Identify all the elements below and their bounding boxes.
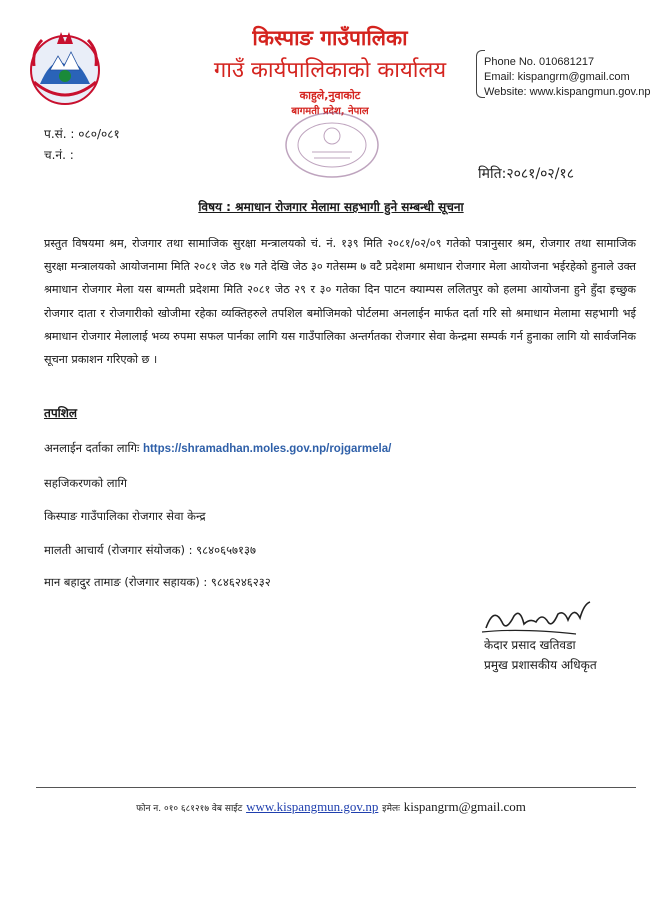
- office-name: गाउँ कार्यपालिकाको कार्यालय: [213, 58, 447, 83]
- subject-line: [0, 198, 662, 215]
- contact-website: Website: www.kispangmun.gov.np: [484, 86, 651, 98]
- facilitation-line: सहजिकरणको लागि: [44, 476, 127, 490]
- ps-line: [44, 125, 120, 142]
- footer-website-link[interactable]: www.kispangmun.gov.np: [246, 799, 379, 814]
- service-centre-line: किस्पाङ गाउँपालिका रोजगार सेवा केन्द्र: [44, 509, 206, 523]
- registration-link[interactable]: https://shramadhan.moles.gov.np/rojgarmela/: [142, 443, 392, 455]
- ps-value: ०८०/०८१: [78, 127, 120, 141]
- coordinator-contact: मालती आचार्य (रोजगार संयोजक) : ९८४०६५७१३७: [44, 543, 256, 557]
- footer-email-label: इमेलः: [382, 804, 400, 814]
- footer-phone: फोन न. ०१० ६८१२१७ वेब साईट: [136, 804, 243, 814]
- office-location: काहुले,नुवाकोट: [299, 89, 361, 102]
- ps-label: प.सं. :: [44, 127, 75, 141]
- signature-icon: [480, 598, 605, 638]
- nepal-emblem-icon: [24, 26, 106, 108]
- contact-phone: Phone No. 010681217: [484, 56, 595, 68]
- assistant-contact: मान बहादुर तामाङ (रोजगार सहायक) : ९८४६२४६२३२: [44, 575, 271, 589]
- details-heading: तपशिल: [44, 406, 78, 420]
- footer-email: kispangrm@gmail.com: [403, 799, 526, 814]
- office-stamp-icon: [282, 110, 382, 180]
- letter-date: मिति:२०८१/०२/१८: [478, 166, 574, 182]
- cn-label: च.नं. :: [44, 148, 74, 162]
- footer: [0, 799, 662, 815]
- online-registration-line: [44, 441, 391, 456]
- signatory-title: प्रमुख प्रशासकीय अधिकृत: [484, 658, 597, 672]
- office-province: बागमती प्रदेश, नेपाल: [291, 106, 369, 117]
- contact-block: [484, 55, 651, 100]
- signatory-name: केदार प्रसाद खतिवडा: [484, 638, 576, 652]
- subject-text: विषय : श्रमाधान रोजगार मेलामा सहभागी हुने सम्बन्धी सूचना: [198, 200, 464, 214]
- footer-divider: [36, 787, 636, 788]
- cn-line: [44, 146, 74, 163]
- contact-email: Email: kispangrm@gmail.com: [484, 71, 630, 83]
- body-paragraph: प्रस्तुत विषयमा श्रम, रोजगार तथा सामाजिक सुरक्षा मन्त्रालयको चं. नं. १३९ मिति २०८१/०२/०९ गतेको पत्रानुसार श्रम, रोजगार तथा सामाजिक सुरक्षा मन्त्रालयको आयोजनामा मिति २०८१ जेठ १७ गते देखि जेठ ३० गतेसम्म ७ वटै प्रदेशमा श्रमाधान रोजगार मेला आयोजना भईरहेको हुनाले उक्त श्रमाधान रोजगार मेला यस बाग्मती प्रदेशमा मिति २०८१ जेठ २९ र ३० गतेका दिन पाटन क्याम्पस ललितपुर को हलमा आयोजना हुने हुँदा इच्छुक रोजगार दाता र रोजगारीको खोजीमा रहेका व्यक्तिहरुले तपशिल बमोजिमको पोर्टलमा अनलाईन मार्फत दर्ता गरि सो श्रमाधान मेलामा सहभागी भई श्रमाधान रोजगार मेलालाई भव्य रुपमा सफल पार्नका लागि यस गाउँपालिका अन्तर्गतका रोजगार सेवा केन्द्रमा सम्पर्क गर्न हुनाका लागि यो सार्वजनिक सूचना प्रकाशन गरिएको छ ।: [44, 237, 636, 367]
- online-label: अनलाईन दर्ताका लागिः: [44, 441, 140, 455]
- municipality-name: किस्पाङ गाउँपालिका: [252, 26, 408, 50]
